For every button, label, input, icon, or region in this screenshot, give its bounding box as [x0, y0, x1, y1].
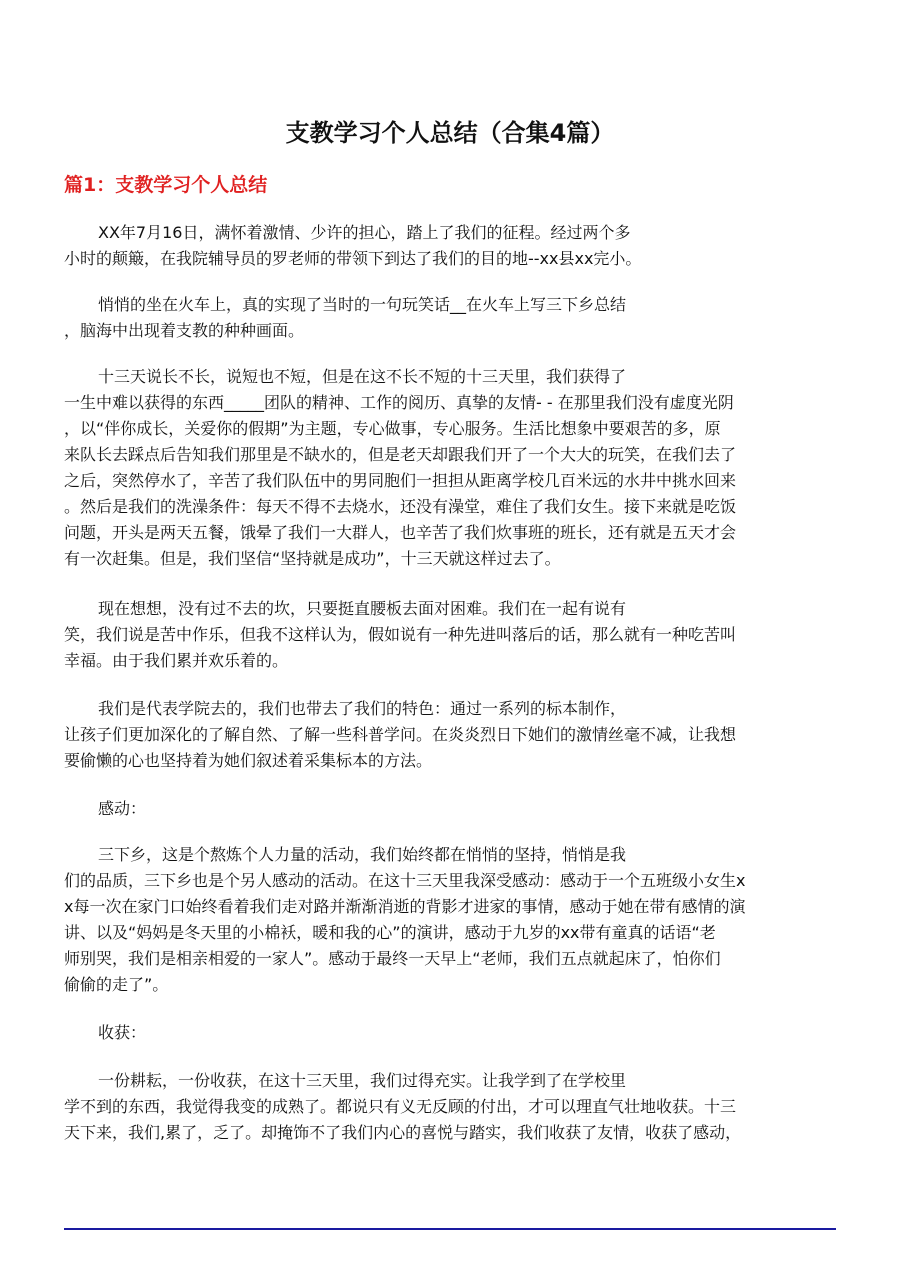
paragraph-line: 来队长去踩点后告知我们那里是不缺水的，但是老天却跟我们开了一个大大的玩笑，在我们去了 [64, 445, 737, 464]
paragraph-line: 悄悄的坐在火车上，真的实现了当时的一句玩笑话__在火车上写三下乡总结 [98, 295, 627, 314]
paragraph-9 [64, 1068, 844, 1146]
paragraph-line: 学不到的东西，我觉得我变的成熟了。都说只有义无反顾的付出，才可以理直气壮地收获。十三 [64, 1097, 737, 1116]
paragraph-line: XX年7月16日，满怀着激情、少许的担心，踏上了我们的征程。经过两个多 [98, 223, 631, 242]
paragraph-line: 小时的颠簸，在我院辅导员的罗老师的带领下到达了我们的目的地--xx县xx完小。 [64, 249, 642, 268]
paragraph-7 [64, 842, 844, 998]
paragraph-line: ，脑海中出现着支教的种种画面。 [64, 321, 305, 340]
paragraph-line: 让孩子们更加深化的了解自然、了解一些科普学问。在炎炎烈日下她们的激情丝毫不减，让我想 [64, 725, 737, 744]
paragraph-line: 师别哭，我们是相亲相爱的一家人”。感动于最终一天早上“老师，我们五点就起床了，怕你们 [64, 949, 721, 968]
paragraph-4 [64, 596, 844, 674]
paragraph-line: 要偷懒的心也坚持着为她们叙述着采集标本的方法。 [64, 751, 433, 770]
paragraph-line: 笑，我们说是苦中作乐，但我不这样认为，假如说有一种先进叫落后的话，那么就有一种吃苦叫 [64, 625, 737, 644]
paragraph-2 [64, 292, 844, 344]
paragraph-line: 现在想想，没有过不去的坎，只要挺直腰板去面对困难。我们在一起有说有 [98, 599, 627, 618]
paragraph-line: 。然后是我们的洗澡条件：每天不得不去烧水，还没有澡堂，难住了我们女生。接下来就是吃饭 [64, 497, 737, 516]
paragraph-line: 幸福。由于我们累并欢乐着的。 [64, 651, 289, 670]
footer-divider [64, 1228, 836, 1230]
paragraph-line: 收获： [98, 1023, 147, 1042]
paragraph-line: 天下来，我们,累了，乏了。却掩饰不了我们内心的喜悦与踏实，我们收获了友情，收获了感动， [64, 1123, 742, 1142]
paragraph-line: 一份耕耘，一份收获，在这十三天里，我们过得充实。让我学到了在学校里 [98, 1071, 627, 1090]
paragraph-line: 之后，突然停水了，辛苦了我们队伍中的男同胞们一担担从距离学校几百米远的水井中挑水回来 [64, 471, 737, 490]
paragraph-line: 感动： [98, 799, 147, 818]
paragraph-3 [64, 364, 844, 572]
document-title: 支教学习个人总结（合集4篇） [285, 119, 615, 147]
paragraph-line: 问题，开头是两天五餐，饿晕了我们一大群人，也辛苦了我们炊事班的班长，还有就是五天才会 [64, 523, 737, 542]
paragraph-line: 们的品质，三下乡也是个另人感动的活动。在这十三天里我深受感动：感动于一个五班级小女生x [64, 871, 746, 890]
paragraph-line: 有一次赶集。但是，我们坚信“坚持就是成功”，十三天就这样过去了。 [64, 549, 561, 568]
paragraph-line: 十三天说长不长，说短也不短，但是在这不长不短的十三天里，我们获得了 [98, 367, 627, 386]
paragraph-line: 三下乡，这是个熬炼个人力量的活动，我们始终都在悄悄的坚持，悄悄是我 [98, 845, 627, 864]
paragraph-line: 偷偷的走了”。 [64, 975, 169, 994]
paragraph-8 [64, 1020, 844, 1046]
paragraph-line: 讲、以及“妈妈是冬天里的小棉袄，暖和我的心”的演讲，感动于九岁的xx带有童真的话语“老 [64, 923, 716, 942]
paragraph-line: 一生中难以获得的东西_____团队的精神、工作的阅历、真挚的友情- - 在那里我们没有虚度光阴 [64, 393, 734, 412]
paragraph-1 [64, 220, 844, 272]
paragraph-line: 我们是代表学院去的，我们也带去了我们的特色：通过一系列的标本制作， [98, 699, 627, 718]
paragraph-line: x每一次在家门口始终看着我们走对路并渐渐消逝的背影才进家的事情，感动于她在带有感情的演 [64, 897, 746, 916]
paragraph-6 [64, 796, 844, 822]
paragraph-5 [64, 696, 844, 774]
paragraph-line: ，以“伴你成长，关爱你的假期”为主题，专心做事，专心服务。生活比想象中要艰苦的多，原 [64, 419, 721, 438]
section-heading: 篇1：支教学习个人总结 [64, 174, 268, 196]
